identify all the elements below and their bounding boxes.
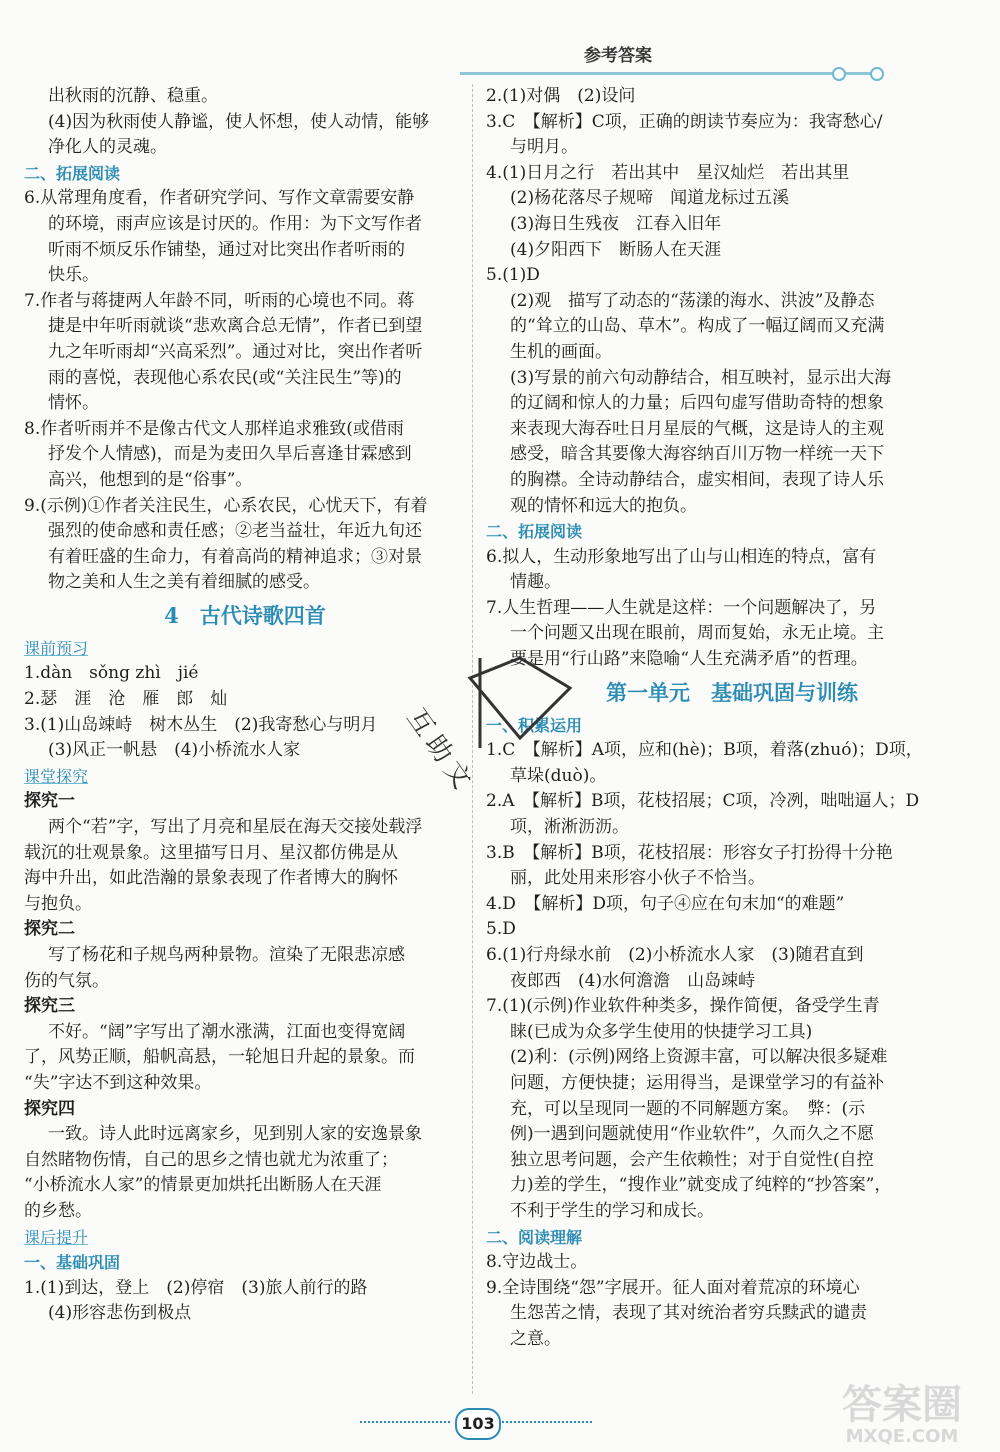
answer-line: 要是用“行山路”来隐喻“人生充满矛盾”的哲理。 (510, 649, 868, 670)
answer-line: 快乐。 (48, 265, 99, 286)
answer-line: 力)差的学生，“搜作业”就变成了纯粹的“抄答案”， (510, 1175, 892, 1196)
answer-line: 情怀。 (48, 393, 99, 414)
answer-line: (2)观 描写了动态的“荡漾的海水、洪波”及静态 (510, 290, 875, 311)
lesson-title: 4 古代诗歌四首 (164, 602, 326, 628)
answer-line: 不利于学生的学习和成长。 (510, 1200, 714, 1221)
answer-line: 海中升出，如此浩瀚的景象表现了作者博大的胸怀 (24, 868, 398, 889)
answer-line: 的环境，雨声应该是讨厌的。作用：为下文写作者 (48, 213, 422, 234)
answer-line: 载沉的壮观景象。这里描写日月、星汉都仿佛是从 (24, 842, 398, 863)
footer-dots-left (360, 1421, 450, 1423)
watermark-logo-text: 答案圈 (842, 1382, 962, 1428)
answer-line: 2.瑟 涯 沧 雁 郎 灿 (24, 689, 228, 710)
left-column (24, 84, 466, 1327)
answer-line: 3.C 【解析】C项，正确的朗读节奏应为：我寄愁心/ (486, 111, 883, 132)
section-heading: 二、拓展阅读 (486, 522, 583, 542)
answer-line: 项，淅淅沥沥。 (510, 817, 629, 838)
answer-line: 与明月。 (510, 137, 578, 158)
answer-line: “小桥流水人家”的情景更加烘托出断肠人在天涯 (24, 1175, 382, 1196)
header-label: 参考答案 (584, 46, 652, 66)
exploration-heading: 探究四 (24, 1098, 75, 1119)
answer-line: 生怨苦之情，表现了其对统治者穷兵黩武的谴责 (510, 1303, 867, 1324)
answer-line: 睐(已成为众多学生使用的快捷学习工具) (510, 1021, 813, 1042)
answer-line: (2)杨花落尽子规啼 闻道龙标过五溪 (510, 188, 790, 209)
watermark-url-text: MXQE.COM (845, 1426, 959, 1447)
answer-line: 8.守边战士。 (486, 1252, 588, 1273)
answer-line: 5.(1)D (486, 265, 540, 286)
exploration-heading: 探究一 (24, 791, 75, 812)
answer-line: 例)一遇到问题就使用“作业软件”，久而久之不愿 (510, 1124, 875, 1145)
answer-line: 物之美和人生之美有着细腻的感受。 (48, 572, 320, 593)
section-heading: 一、基础巩固 (24, 1253, 121, 1273)
lesson-title: 第一单元 基础巩固与训练 (606, 679, 858, 705)
answer-line: 6.拟人，生动形象地写出了山与山相连的特点，富有 (486, 546, 877, 567)
answer-line: 高兴，他想到的是“俗事”。 (48, 469, 253, 490)
section-heading: 课前预习 (24, 638, 89, 658)
exploration-heading: 探究三 (24, 996, 75, 1017)
answer-line: 独立思考问题，会产生依赖性；对于自觉性(自控 (510, 1149, 874, 1170)
section-heading: 课后提升 (24, 1227, 89, 1247)
answer-line: (4)形容悲伤到极点 (48, 1303, 192, 1324)
answer-line: 听雨不烦反乐作铺垫，通过对比突出作者听雨的 (48, 239, 405, 260)
header-circle-icon (832, 67, 846, 81)
section-heading: 二、阅读理解 (486, 1227, 583, 1247)
answer-line: 感受，暗含其要像大海容纳百川万物一样统一天下 (510, 444, 884, 465)
answer-line: 的乡愁。 (24, 1200, 92, 1221)
exploration-heading: 探究二 (24, 919, 75, 940)
answer-line: 7.人生哲理——人生就是这样：一个问题解决了，另 (486, 597, 877, 618)
answer-line: 7.(1)(示例)作业软件种类多，操作简便，备受学生青 (486, 996, 880, 1017)
answer-line: 3.B 【解析】B项，花枝招展：形容女子打扮得十分艳 (486, 842, 893, 863)
answer-line: 一个问题又出现在眼前，周而复始，永无止境。主 (510, 623, 884, 644)
answer-line: 观的情怀和远大的抱负。 (510, 495, 697, 516)
answer-line: 与抱负。 (24, 893, 92, 914)
answer-line: 丽，此处用来形容小伙子不恰当。 (510, 868, 765, 889)
answer-line: 3.(1)山岛竦峙 树木丛生 (2)我寄愁心与明月 (24, 714, 378, 735)
page-number: 103 (455, 1408, 501, 1440)
footer-dots-right (502, 1421, 592, 1423)
answer-line: 抒发个人情感)，而是为麦田久旱后喜逢甘霖感到 (48, 444, 412, 465)
answer-line: 9.(示例)①作者关注民生，心系农民，心忧天下，有着 (24, 495, 428, 516)
header-circle-icon (870, 67, 884, 81)
answer-line: 的胸襟。全诗动静结合，虚实相间，表现了诗人乐 (510, 469, 884, 490)
answer-line: 净化人的灵魂。 (48, 137, 167, 158)
answer-line: (3)风正一帆悬 (4)小桥流水人家 (48, 740, 301, 761)
answer-line: (4)夕阳西下 断肠人在天涯 (510, 239, 722, 260)
answer-line: 强烈的使命感和责任感；②老当益壮，年近九旬还 (48, 521, 422, 542)
watermark-logo-icon (812, 1376, 992, 1448)
answer-line: 2.A 【解析】B项，花枝招展；C项，冷冽，咄咄逼人；D (486, 791, 920, 812)
answer-line: 8.作者听雨并不是像古代文人那样追求雅致(或借雨 (24, 418, 404, 439)
answer-line: 一致。诗人此时远离家乡，见到别人家的安逸景象 (48, 1124, 422, 1145)
answer-line: 问题，方便快捷；运用得当，是课堂学习的有益补 (510, 1072, 884, 1093)
answer-line: 九之年听雨却“兴高采烈”。通过对比，突出作者听 (48, 341, 423, 362)
section-heading: 课堂探究 (24, 766, 89, 786)
header-rule (460, 72, 880, 75)
answer-line: “失”字达不到这种效果。 (24, 1072, 212, 1093)
answer-line: 1.C 【解析】A项，应和(hè)；B项，着落(zhuó)；D项， (486, 740, 923, 761)
answer-line: (4)因为秋雨使人静谧，使人怀想，使人动情，能够 (48, 111, 430, 132)
stamp-text: 互助文 (400, 703, 481, 800)
section-heading: 一、积累运用 (486, 715, 583, 735)
answer-line: 6.从常理角度看，作者研究学问、写作文章需要安静 (24, 188, 415, 209)
answer-line: 9.全诗围绕“怨”字展开。征人面对着荒凉的环境心 (486, 1277, 860, 1298)
section-heading: 二、拓展阅读 (24, 163, 121, 183)
answer-line: 5.D (486, 919, 516, 940)
answer-line: 生机的画面。 (510, 341, 612, 362)
answer-line: 出秋雨的沉静、稳重。 (48, 86, 218, 106)
answer-line: 夜郎西 (4)水何澹澹 山岛竦峙 (510, 970, 756, 991)
answer-line: 7.作者与蒋捷两人年龄不同，听雨的心境也不同。蒋 (24, 290, 415, 311)
answer-line: 1.dàn sǒng zhì jié (24, 663, 199, 684)
answer-line: 充，可以呈现同一题的不同解题方案。 弊：(示 (510, 1098, 866, 1119)
answer-line: 草垛(duò)。 (510, 765, 607, 786)
answer-line: (2)利：(示例)网络上资源丰富，可以解决很多疑难 (510, 1047, 888, 1068)
answer-line: 不好。“阔”字写出了潮水涨满，江面也变得宽阔 (48, 1021, 406, 1042)
answer-line: 4.(1)日月之行 若出其中 星汉灿烂 若出其里 (486, 162, 850, 183)
answer-line: 写了杨花和子规鸟两种景物。渲染了无限悲凉感 (48, 945, 405, 965)
answer-line: 自然睹物伤情，自己的思乡之情也就尤为浓重了； (24, 1149, 398, 1170)
stamp-box-icon (460, 648, 580, 758)
answer-line: 了，风势正顺，船帆高悬，一轮旭日升起的景象。而 (24, 1047, 415, 1068)
answer-line: 的“耸立的山岛、草木”。构成了一幅辽阔而又充满 (510, 316, 885, 337)
answer-line: 6.(1)行舟绿水前 (2)小桥流水人家 (3)随君直到 (486, 945, 864, 965)
answer-line: 4.D 【解析】D项，句子④应在句末加“的难题” (486, 893, 845, 914)
answer-line: (3)写景的前六句动静结合，相互映衬，显示出大海 (510, 367, 892, 388)
answer-line: 雨的喜悦，表现他心系农民(或“关注民生”等)的 (48, 367, 402, 388)
answer-line: 2.(1)对偶 (2)设问 (486, 86, 636, 106)
answer-line: 之意。 (510, 1328, 561, 1349)
answer-line: 有着旺盛的生命力，有着高尚的精神追求；③对景 (48, 546, 422, 567)
answer-line: 捷是中年听雨就谈“悲欢离合总无情”，作者已到望 (48, 316, 423, 337)
answer-line: 伤的气氛。 (24, 970, 109, 991)
answer-line: (3)海日生残夜 江春入旧年 (510, 213, 722, 234)
answer-line: 两个“若”字，写出了月亮和星辰在海天交接处载浮 (48, 817, 423, 838)
answer-line: 的辽阔和惊人的力量；后四句虚写借助奇特的想象 (510, 393, 884, 414)
answer-line: 1.(1)到达，登上 (2)停宿 (3)旅人前行的路 (24, 1277, 368, 1298)
answer-line: 情趣。 (510, 572, 561, 593)
answer-line: 来表现大海吞吐日月星辰的气概，这是诗人的主观 (510, 418, 884, 439)
